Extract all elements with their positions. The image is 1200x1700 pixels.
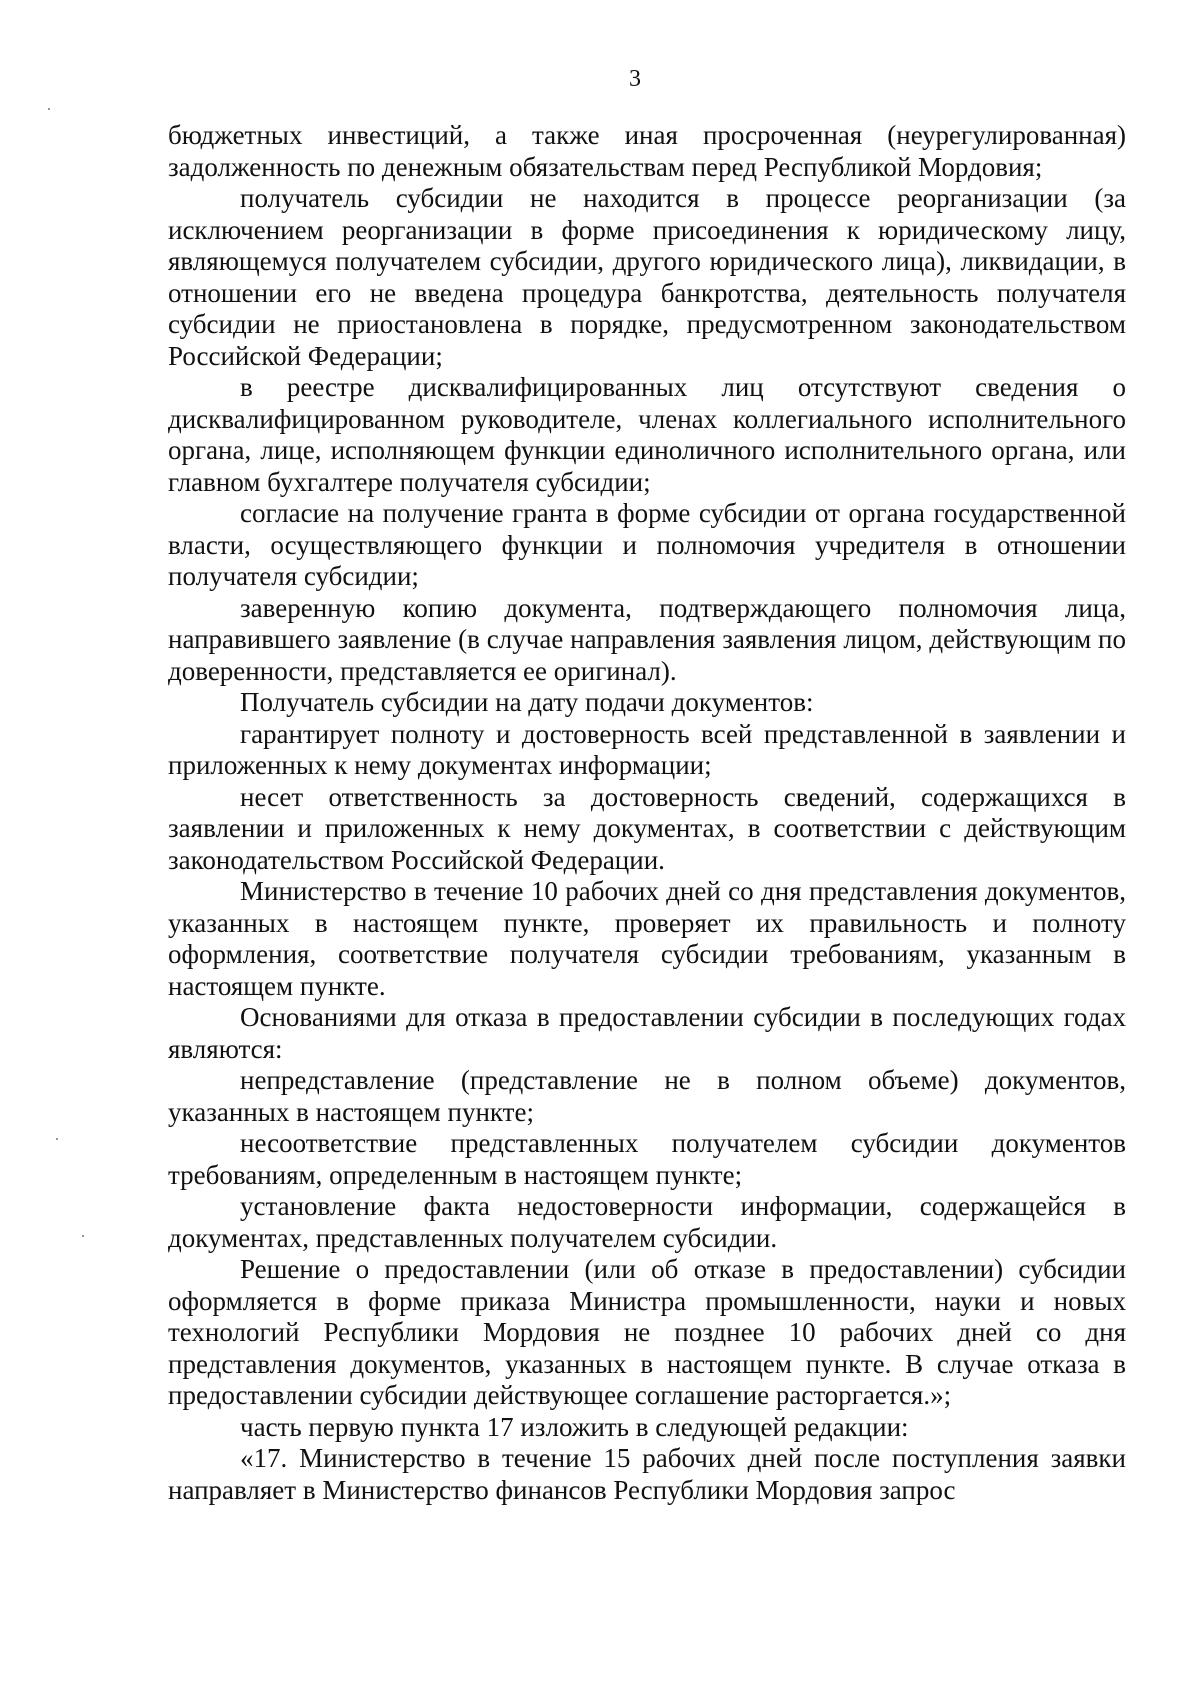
document-body <box>168 120 1126 1506</box>
paragraph: Основаниями для отказа в предоставлении субсидии в последующих годах являются: <box>168 1002 1126 1064</box>
paragraph: бюджетных инвестиций, а также иная просроченная (неурегулированная) задолженность по денежным обязательствам перед Республикой Мордовия; <box>168 120 1126 182</box>
paragraph: Решение о предоставлении (или об отказе в предоставлении) субсидии оформляется в форме приказа Министра промышленности, науки и новых технологий Республики Мордовия не позднее 10 рабочих дней со дня представления документов, указанных в настоящем пункте. В случае отказа в предоставлении субсидии действующее соглашение расторгается.»; <box>168 1254 1126 1410</box>
paragraph: часть первую пункта 17 изложить в следующей редакции: <box>240 1411 909 1442</box>
paragraph: несет ответственность за достоверность сведений, содержащихся в заявлении и приложенных к нему документах, в соответствии с действующим законодательством Российской Федерации. <box>168 781 1126 875</box>
paragraph: несоответствие представленных получателем субсидии документов требованиям, определенным в настоящем пункте; <box>168 1128 1126 1190</box>
paragraph: в реестре дисквалифицированных лиц отсутствуют сведения о дисквалифицированном руководителе, членах коллегиального исполнительного органа, лице, исполняющем функции единоличного исполнительного органа, или главном бухгалтере получателя субсидии; <box>168 372 1126 497</box>
paragraph: Получатель субсидии на дату подачи документов: <box>240 687 814 717</box>
paragraph: установление факта недостоверности информации, содержащейся в документах, представленных получателем субсидии. <box>168 1191 1126 1253</box>
scan-speck <box>48 108 50 110</box>
paragraph: согласие на получение гранта в форме субсидии от органа государственной власти, осуществляющего функции и полномочия учредителя в отношении получателя субсидии; <box>168 498 1126 591</box>
scan-speck <box>82 1235 84 1237</box>
scan-speck <box>56 1138 58 1140</box>
paragraph: получатель субсидии не находится в процессе реорганизации (за исключением реорганизации в форме присоединения к юридическому лицу, являющемуся получателем субсидии, другого юридического лица), ликвидации, в отношении его не введена процедура банкротства, деятельность получателя субсидии не приостановлена в порядке, предусмотренном законодательством Российской Федерации; <box>168 183 1126 371</box>
paragraph: заверенную копию документа, подтверждающего полномочия лица, направившего заявление (в случае направления заявления лицом, действующим по доверенности, представляется ее оригинал). <box>168 592 1126 686</box>
page-number: 3 <box>629 66 641 92</box>
paragraph: Министерство в течение 10 рабочих дней со дня представления документов, указанных в настоящем пункте, проверяет их правильность и полноту оформления, соответствие получателя субсидии требованиям, указанным в настоящем пункте. <box>168 876 1126 1001</box>
paragraph: гарантирует полноту и достоверность всей представленной в заявлении и приложенных к нему документах информации; <box>168 718 1126 780</box>
paragraph: «17. Министерство в течение 15 рабочих дней после поступления заявки направляет в Министерство финансов Республики Мордовия запрос <box>168 1443 1126 1505</box>
paragraph: непредставление (представление не в полном объеме) документов, указанных в настоящем пункте; <box>168 1065 1126 1127</box>
